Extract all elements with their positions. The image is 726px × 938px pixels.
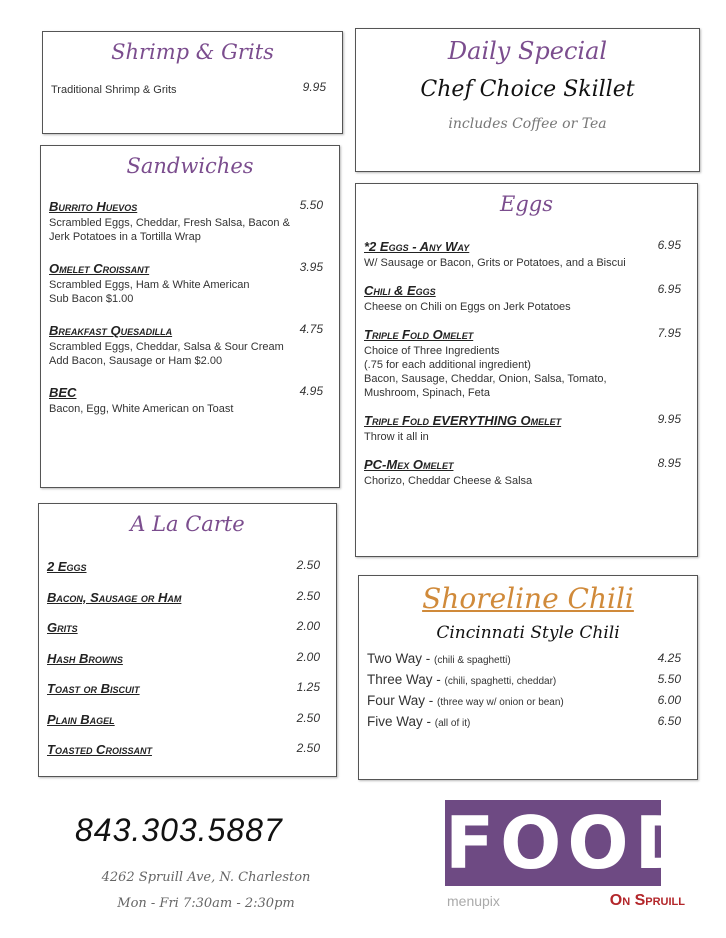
item-description: Throw it all in [364,431,429,443]
item-price: 9.95 [657,412,681,426]
menu-item [49,322,329,368]
phone-number: 843.303.5887 [75,812,283,848]
item-price: 4.95 [299,384,323,398]
a-la-carte-section [38,503,337,777]
item-price: 8.95 [657,456,681,470]
item-name: Four Way - [367,693,434,708]
item-price: 2.50 [296,741,320,755]
menu-item [47,741,326,772]
menu-item [364,412,687,444]
item-description: Choice of Three Ingredients (.75 for each additional ingredient) Bacon, Sausage, Cheddar, Onion, Salsa, Tomato, Mushroom, Spinach, Feta [364,345,607,399]
item-name: Three Way - [367,672,441,687]
item-price: 1.25 [296,680,320,694]
food-logo [445,800,701,886]
item-name: Triple Fold EVERYTHING Omelet [364,413,562,428]
chili-item [367,651,687,672]
section-title: Sandwiches [126,154,254,178]
chili-item [367,693,687,714]
address: 4262 Spruill Ave, N. Charleston [101,870,311,885]
item-name: Toasted Croissant [47,742,152,757]
item-name: Two Way - [367,651,431,666]
section-title: Shoreline Chili [422,582,634,615]
menu-item [364,238,687,270]
eggs-section [355,183,698,557]
item-price: 2.00 [296,619,320,633]
menu-item [47,558,326,589]
item-price: 6.95 [657,282,681,296]
chili-item [367,714,687,735]
item-price: 2.50 [296,588,320,603]
item-price: 5.50 [657,672,681,686]
section-title: A La Carte [130,512,245,536]
item-price: 3.95 [299,260,323,274]
item-name: Grits [47,620,78,635]
menu-item [364,456,687,488]
item-name: Toast or Biscuit [47,681,140,696]
logo-text: FOOD [445,801,701,885]
sandwiches-section [40,145,340,488]
menu-item [47,589,326,620]
item-description: Chorizo, Cheddar Cheese & Salsa [364,475,533,487]
item-detail: (chili, spaghetti, cheddar) [444,676,557,687]
item-price: 6.50 [657,714,681,728]
logo-subtitle: On Spruill [609,892,685,909]
item-price: 4.25 [657,651,681,665]
hours: Mon - Fri 7:30am - 2:30pm [117,896,295,911]
menu-item [364,282,687,314]
item-price: 2.50 [296,558,320,572]
shoreline-chili-section [358,575,698,780]
section-title: Shrimp & Grits [111,40,274,64]
item-price: 7.95 [657,326,681,340]
item-name: Burrito Huevos [49,199,138,214]
item-detail: (chili & spaghetti) [434,655,511,666]
menu-item [47,619,326,650]
item-name: Bacon, Sausage or Ham [47,589,182,605]
item-detail: (all of it) [434,718,471,729]
item-price: 2.50 [296,710,320,725]
section-title: Eggs [500,192,553,216]
item-detail: (three way w/ onion or bean) [437,697,564,708]
item-name: Plain Bagel [47,711,115,727]
item-name: PC-Mex Omelet [364,457,454,472]
item-name: Five Way - [367,714,431,729]
item-name: 2 Eggs [47,559,87,574]
item-description: Bacon, Egg, White American on Toast [49,403,234,415]
item-name: Chili & Eggs [364,283,436,298]
menu-item [47,680,326,711]
item-price: 9.95 [302,80,326,94]
menu-item [47,650,326,681]
section-title: Daily Special [447,37,608,65]
item-description: Scrambled Eggs, Cheddar, Salsa & Sour Cream Add Bacon, Sausage or Ham $2.00 [49,341,284,367]
item-price: 2.00 [296,649,320,664]
item-description: Cheese on Chili on Eggs on Jerk Potatoes [364,301,571,313]
item-name: BEC [49,385,77,400]
chili-item [367,672,687,693]
menu-item [51,80,332,98]
item-price: 5.50 [299,198,323,212]
menu-item [47,711,326,742]
special-dish: Chef Choice Skillet [420,77,635,102]
shrimp-grits-section [42,31,343,134]
chili-subtitle: Cincinnati Style Chili [436,623,620,643]
menu-item [364,326,687,400]
item-description: Scrambled Eggs, Ham & White American Sub Bacon $1.00 [49,279,250,305]
item-description: W/ Sausage or Bacon, Grits or Potatoes, and a Biscui [364,257,626,269]
menu-item [49,198,329,244]
item-description: Scrambled Eggs, Cheddar, Fresh Salsa, Bacon & Jerk Potatoes in a Tortilla Wrap [49,217,290,243]
item-name: Triple Fold Omelet [364,327,474,342]
item-name: Omelet Croissant [49,261,150,276]
item-price: 6.95 [657,238,681,252]
item-price: 6.00 [657,693,681,707]
menu-item [49,384,329,416]
watermark: menupix [447,893,500,909]
item-name: *2 Eggs - Any Way [364,239,470,254]
special-note: includes Coffee or Tea [448,116,607,132]
daily-special-section [355,28,700,172]
item-price: 4.75 [299,322,323,336]
menu-item [49,260,329,306]
item-name: Traditional Shrimp & Grits [51,84,177,96]
item-name: Hash Browns [47,650,123,666]
item-name: Breakfast Quesadilla [49,323,173,338]
